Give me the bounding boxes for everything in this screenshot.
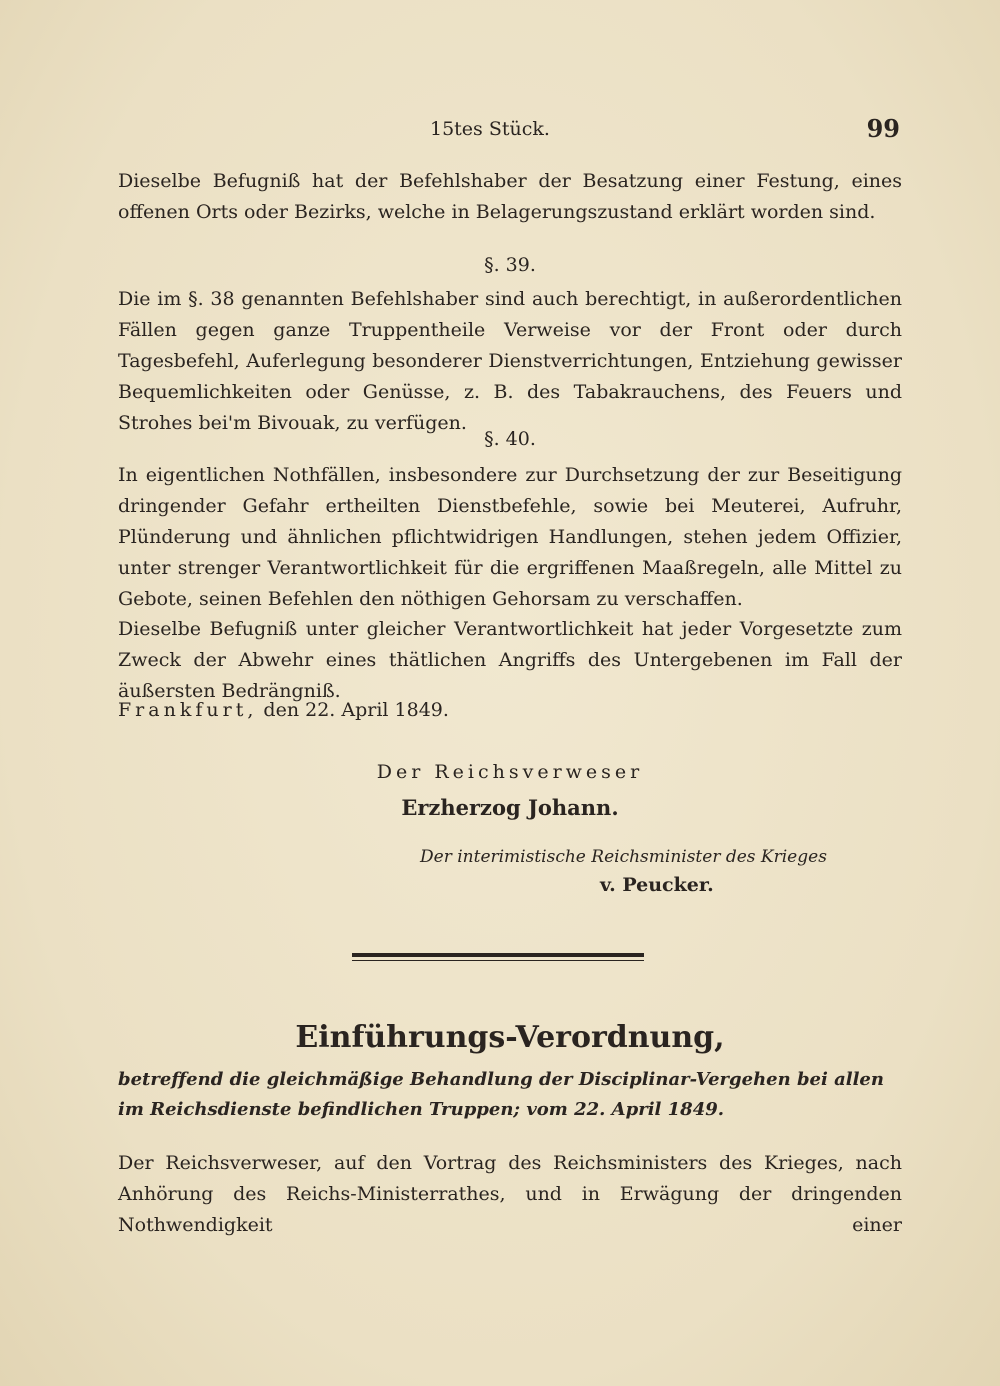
section-39-text: Die im §. 38 genannten Befehlshaber sind auch berechtigt, in außerordentlichen Fällen gegen ganze Truppentheile Verweise vor der Front oder durch Tagesbefehl, Auferlegung besonderer Dienstverrichtungen, Entziehung gewisser Bequemlichkeiten oder Genüsse, z. B. des Tabakrauchens, des Feuers und Strohes bei'm Bivouak, zu verfügen.: [118, 288, 902, 434]
reichsverweser-title: Der Reichsverweser: [376, 761, 644, 783]
minister-name: v. Peucker.: [600, 874, 714, 896]
minister-title: Der interimistische Reichsminister des Krieges: [420, 847, 827, 867]
paragraph-1: Dieselbe Befugniß hat der Befehlshaber der Besatzung einer Festung, eines offenen Orts oder Bezirks, welche in Belagerungszustand erklärt worden sind.: [118, 170, 902, 223]
section-piece-label: 15tes Stück.: [430, 118, 550, 140]
dateline: [118, 695, 902, 726]
divider-thick-line: [352, 953, 644, 957]
decree-continuation: einer: [852, 1214, 902, 1236]
reichsverweser-name: Erzherzog Johann.: [401, 795, 619, 820]
section-39-heading: §. 39.: [484, 254, 536, 276]
decree-title: Einführungs-Verordnung,: [295, 1020, 725, 1055]
decree-subtitle: betreffend die gleichmäßige Behandlung der Disciplinar-Vergehen bei allen im Reichsdienste befindlichen Truppen; vom 22. April 1849.: [118, 1069, 884, 1120]
section-divider: [352, 953, 644, 961]
page-number: 99: [866, 114, 900, 143]
decree-body: Der Reichsverweser, auf den Vortrag des Reichsministers des Krieges, nach Anhörung des Reichs-Ministerrathes, und in Erwägung der dringenden Nothwendigkeit: [118, 1152, 902, 1236]
section-40-text-1: In eigentlichen Nothfällen, insbesondere zur Durchsetzung der zur Beseitigung dringender Gefahr ertheilten Dienstbefehle, sowie bei Meuterei, Aufruhr, Plünderung und ähnlichen pflichtwidrigen Handlungen, stehen jedem Offizier, unter strenger Verantwortlichkeit für die ergriffenen Maaßregeln, alle Mittel zu Gebote, seinen Befehlen den nöthigen Gehorsam zu verschaffen.: [118, 464, 902, 610]
dateline-date: den 22. April 1849.: [263, 699, 449, 721]
dateline-place: Frankfurt,: [118, 699, 258, 721]
section-40-text-2: Dieselbe Befugniß unter gleicher Verantwortlichkeit hat jeder Vorgesetzte zum Zweck der Abwehr eines thätlichen Angriffs des Untergebenen im Fall der äußersten Bedrängniß.: [118, 618, 902, 702]
divider-thin-line: [352, 960, 644, 961]
page-header: [118, 114, 902, 150]
section-40-heading: §. 40.: [484, 428, 536, 450]
